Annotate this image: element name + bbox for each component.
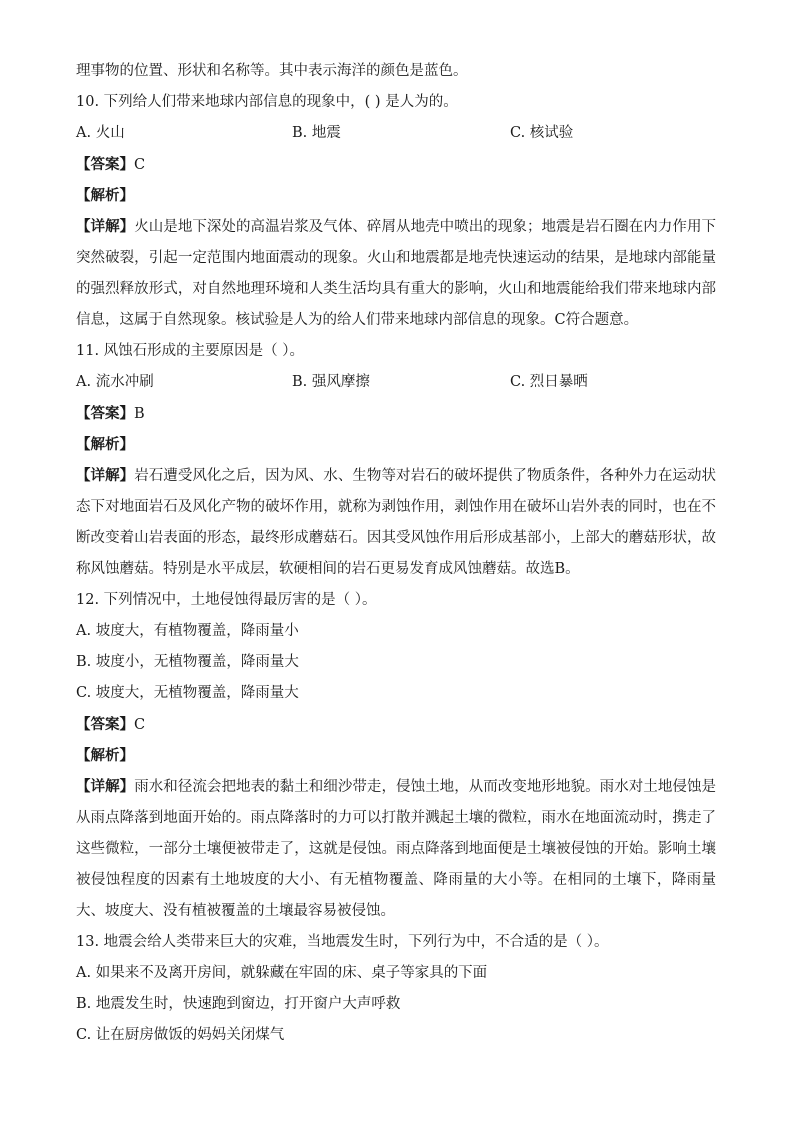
question-12-option-a: A. 坡度大，有植物覆盖，降雨量小 xyxy=(76,623,299,639)
analysis-label: 【解析】 xyxy=(76,187,134,204)
question-11-stem: 11. 风蚀石形成的主要原因是（ ）。 xyxy=(76,343,305,359)
question-10-detail xyxy=(76,211,716,336)
question-13-stem: 13. 地震会给人类带来巨大的灾难，当地震发生时，下列行为中，不合适的是（ ）。 xyxy=(76,934,609,950)
question-11-option-b: B. 强风摩擦 xyxy=(292,374,370,390)
detail-text: 火山是地下深处的高温岩浆及气体、碎屑从地壳中喷出的现象；地震是岩石圈在内力作用下突然破裂，引起一定范围内地面震动的现象。火山和地震都是地壳快速运动的结果，是地球内部能量的强烈释放形式，对自然地理环境和人类生活均具有重大的影响，火山和地震能给我们带来地球内部信息，这属于自然现象。核试验是人为的给人们带来地球内部信息的现象。C符合题意。 xyxy=(76,219,716,328)
question-12-stem: 12. 下列情况中，土地侵蚀得最厉害的是（ ）。 xyxy=(76,592,377,608)
answer-label: 【答案】 xyxy=(76,716,134,733)
detail-text: 岩石遭受风化之后，因为风、水、生物等对岩石的破坏提供了物质条件，各种外力在运动状态下对地面岩石及风化产物的破坏作用，就称为剥蚀作用，剥蚀作用在破坏山岩外表的同时，也在不断改变着山岩表面的形态，最终形成蘑菇石。因其受风蚀作用后形成基部小，上部大的蘑菇形状，故称风蚀蘑菇。特别是水平成层，软硬相间的岩石更易发育成风蚀蘑菇。故选B。 xyxy=(76,468,716,577)
answer-value: C xyxy=(134,717,146,733)
question-11-option-a: A. 流水冲刷 xyxy=(76,374,154,390)
detail-text: 雨水和径流会把地表的黏土和细沙带走，侵蚀土地，从而改变地形地貌。雨水对土地侵蚀是从雨点降落到地面开始的。雨点降落时的力可以打散并溅起土壤的微粒，雨水在地面流动时，携走了这些微粒，一部分土壤便被带走了，这就是侵蚀。雨点降落到地面便是土壤被侵蚀的开始。影响土壤被侵蚀程度的因素有土地坡度的大小、有无植物覆盖、降雨量的大小等。在相同的土壤下，降雨量大、坡度大、没有植被覆盖的土壤最容易被侵蚀。 xyxy=(76,779,716,919)
question-13-option-c: C. 让在厨房做饭的妈妈关闭煤气 xyxy=(76,1027,285,1043)
question-12-answer xyxy=(76,709,716,740)
question-13-option-a: A. 如果来不及离开房间，就躲藏在牢固的床、桌子等家具的下面 xyxy=(76,965,488,981)
question-10-option-c: C. 核试验 xyxy=(510,125,574,141)
answer-label: 【答案】 xyxy=(76,156,134,173)
question-10-options xyxy=(76,118,716,149)
detail-label: 【详解】 xyxy=(76,778,135,795)
question-11-answer xyxy=(76,398,716,429)
answer-label: 【答案】 xyxy=(76,405,134,422)
question-11-detail xyxy=(76,460,716,585)
question-10-answer xyxy=(76,149,716,180)
question-11-options xyxy=(76,367,716,398)
question-12-analysis-label xyxy=(76,740,716,771)
analysis-label: 【解析】 xyxy=(76,436,134,453)
document-page xyxy=(76,56,716,1051)
question-10-option-a: A. 火山 xyxy=(76,125,125,141)
question-10-stem: 10. 下列给人们带来地球内部信息的现象中，( ) 是人为的。 xyxy=(76,94,458,110)
question-11-option-c: C. 烈日暴晒 xyxy=(510,374,588,390)
question-10-option-b: B. 地震 xyxy=(292,125,341,141)
detail-label: 【详解】 xyxy=(76,218,135,235)
analysis-label: 【解析】 xyxy=(76,747,134,764)
answer-value: B xyxy=(134,406,145,422)
question-10-analysis-label xyxy=(76,180,716,211)
detail-label: 【详解】 xyxy=(76,467,135,484)
question-12-option-b: B. 坡度小，无植物覆盖，降雨量大 xyxy=(76,654,299,670)
intro-line: 理事物的位置、形状和名称等。其中表示海洋的颜色是蓝色。 xyxy=(76,63,468,79)
question-12-detail xyxy=(76,771,716,927)
question-12-option-c: C. 坡度大，无植物覆盖，降雨量大 xyxy=(76,685,299,701)
answer-value: C xyxy=(134,157,146,173)
question-13-option-b: B. 地震发生时，快速跑到窗边，打开窗户大声呼救 xyxy=(76,996,401,1012)
question-11-analysis-label xyxy=(76,429,716,460)
